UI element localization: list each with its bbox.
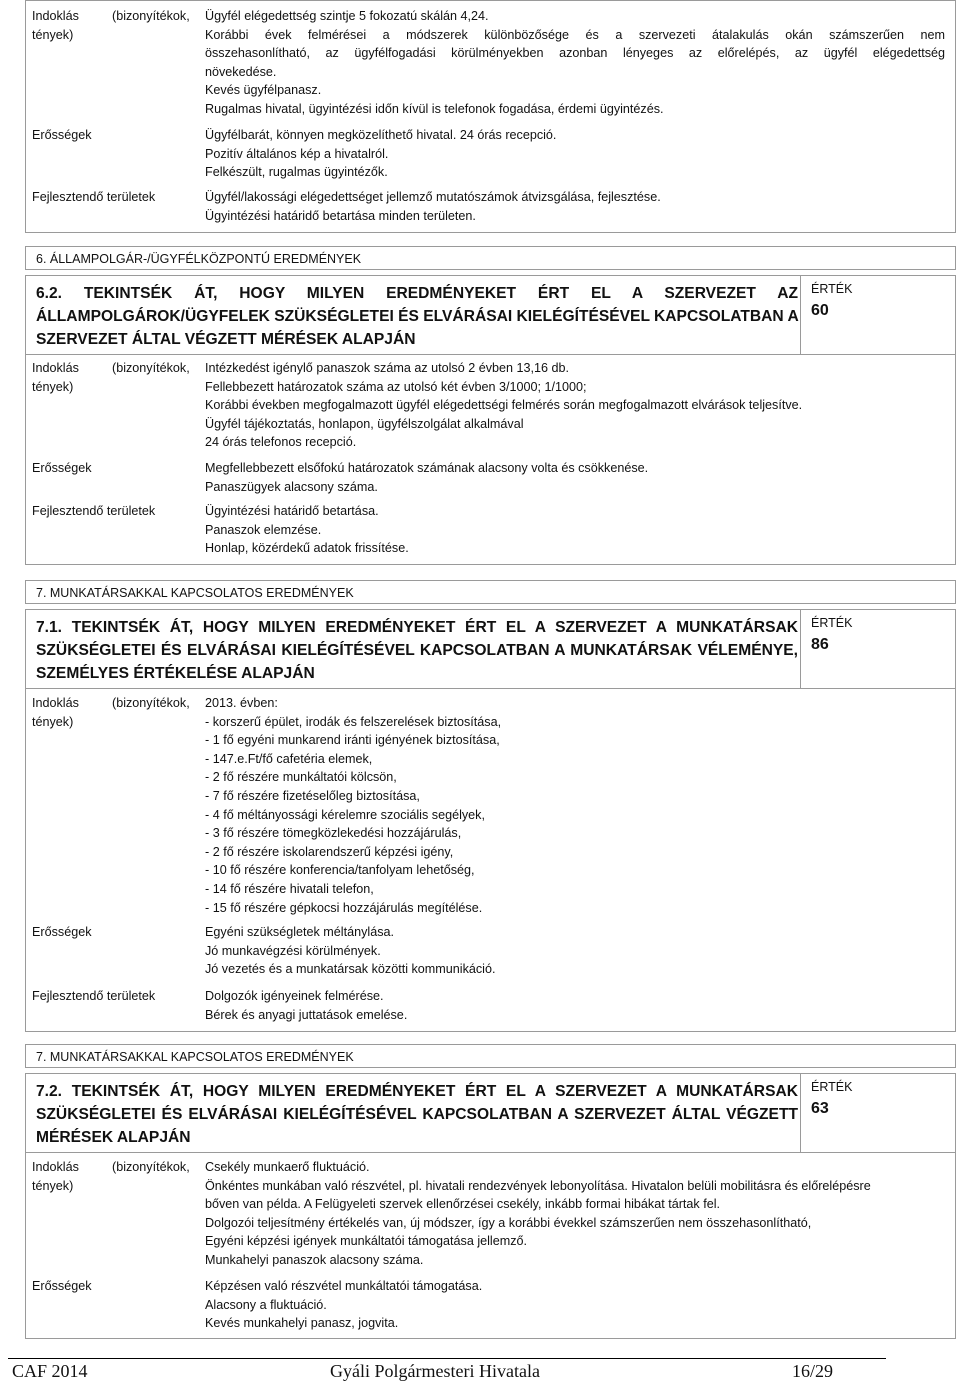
text-line: Felkészült, rugalmas ügyintézők. — [205, 165, 388, 180]
text-line: Ügyfél tájékoztatás, honlapon, ügyfélszolgálat alkalmával — [205, 416, 524, 431]
value-box — [800, 610, 955, 688]
footer-center: Gyáli Polgármesteri Hivatala — [330, 1361, 540, 1381]
erossegek-content — [205, 126, 945, 182]
text-line: Dolgozói teljesítmény értékelés van, új módszer, így a korábbi évekkel számszerűen nem összehasonlítható, — [205, 1215, 812, 1230]
list-item: 2013. évben: — [205, 696, 278, 710]
text-line: Képzésen való részvétel munkáltatói támogatása. — [205, 1279, 483, 1293]
text-line: Korábbi években megfogalmazott ügyfél elégedettségi felmérés során megfogalmazott elvárások teljesítve. — [205, 398, 803, 413]
text-line: Kevés ügyfélpanasz. — [205, 83, 322, 98]
text-line: Egyéni szükségletek méltánylása. — [205, 925, 395, 939]
text-line: összehasonlítható, az ügyfélfogadási körülményekben azonban lényeges az előrelépés, az ügyfél elégedettség — [205, 46, 945, 61]
erossegek-content — [205, 923, 945, 979]
value-box — [800, 276, 955, 354]
indoklas-label: Indoklás (bizonyítékok, tények) — [32, 361, 190, 394]
text-line: Egyéni képzési igények munkáltatói támogatása jellemző. — [205, 1234, 528, 1249]
indoklas-content — [205, 1158, 945, 1270]
erossegek-content — [205, 1277, 945, 1333]
text-line: Ügyintézési határidő betartása minden területen. — [205, 208, 476, 223]
text-line: Panaszok elemzése. — [205, 522, 322, 537]
list-item: - 3 fő részére tömegközlekedési hozzájárulás, — [205, 826, 462, 841]
list-item: - 1 fő egyéni munkarend iránti igényének biztosítása, — [205, 733, 500, 748]
text-line: Pozitív általános kép a hivatalról. — [205, 146, 389, 161]
list-item: - 4 fő méltányossági kérelemre szociális segélyek, — [205, 807, 485, 822]
criterion-title — [36, 1080, 798, 1150]
divider — [26, 688, 955, 689]
divider — [26, 1152, 955, 1153]
text-line: Ügyintézési határidő betartása. — [205, 504, 379, 518]
text-line: Panaszügyek alacsony száma. — [205, 479, 378, 494]
text-line: Ügyfél/lakossági elégedettséget jellemző mutatószámok átvizsgálása, fejlesztése. — [205, 190, 661, 204]
criterion-line: 7.2. TEKINTSÉK ÁT, HOGY MILYEN EREDMÉNYEKET ÉRT EL A SZERVEZET A MUNKATÁRSAK — [36, 1083, 798, 1100]
list-item: - 15 fő részére gépkocsi hozzájárulás megítélése. — [205, 900, 483, 915]
list-item: - 147.e.Ft/fő cafetéria elemek, — [205, 751, 373, 766]
erossegek-label: Erősségek — [32, 925, 92, 939]
page-footer — [0, 1358, 960, 1385]
text-line: Jó vezetés és a munkatársak közötti kommunikáció. — [205, 962, 496, 977]
footer-rule — [8, 1358, 886, 1359]
criterion-line: SZERVEZET ÁLTAL VÉGZETT MÉRÉSEK ALAPJÁN — [36, 331, 416, 349]
criterion-line: SZEMÉLYES ÉRTÉKELÉSE ALAPJÁN — [36, 665, 315, 683]
text-line: Ügyfélbarát, könnyen megközelíthető hivatal. 24 órás recepció. — [205, 128, 557, 142]
section-title-7b: 7. MUNKATÁRSAKKAL KAPCSOLATOS EREDMÉNYEK — [25, 1044, 956, 1068]
list-item: - korszerű épület, irodák és felszerelések biztosítása, — [205, 714, 502, 729]
criterion-7-1 — [25, 609, 956, 1032]
text-line: Kevés munkahelyi panasz, jogvita. — [205, 1316, 399, 1331]
criterion-line: SZÜKSÉGLETEI ÉS ELVÁRÁSAI KIELÉGÍTÉSÉVEL KAPCSOLATBAN A SZERVEZET ÁLTAL VÉGZETT — [36, 1106, 798, 1124]
criterion-line: ÁLLAMPOLGÁROK/ÜGYFELEK SZÜKSÉGLETEI ÉS ELVÁRÁSAI KIELÉGÍTÉSÉVEL KAPCSOLATBAN A — [36, 308, 799, 326]
indoklas-content — [205, 694, 945, 917]
footer-right: 16/29 — [792, 1361, 834, 1381]
value-label: ÉRTÉK — [811, 1080, 853, 1094]
fejlesztendo-content — [205, 188, 945, 225]
criterion-6-2 — [25, 275, 956, 565]
criterion-line: SZÜKSÉGLETEI ÉS ELVÁRÁSAI KIELÉGÍTÉSÉVEL KAPCSOLATBAN A MUNKATÁRSAK VÉLEMÉNYE, — [36, 642, 798, 660]
erossegek-label: Erősségek — [32, 461, 92, 475]
footer-left: CAF 2014 — [12, 1361, 88, 1381]
text-line: 24 órás telefonos recepció. — [205, 435, 357, 450]
text-line: növekedése. — [205, 64, 277, 79]
list-item: - 10 fő részére konferencia/tanfolyam lehetőség, — [205, 863, 475, 878]
fejlesztendo-content — [205, 987, 945, 1024]
fejlesztendo-content — [205, 502, 945, 558]
value-number: 60 — [811, 302, 829, 319]
text-line: Megfellebbezett elsőfokú határozatok számának alacsony volta és csökkenése. — [205, 461, 649, 475]
erossegek-label: Erősségek — [32, 1279, 92, 1293]
indoklas-label: Indoklás (bizonyítékok, tények) — [32, 1160, 190, 1193]
erossegek-content — [205, 459, 945, 496]
criterion-title — [36, 282, 798, 352]
section-title-7: 7. MUNKATÁRSAKKAL KAPCSOLATOS EREDMÉNYEK — [25, 580, 956, 604]
list-item: - 2 fő részére iskolarendszerű képzési igény, — [205, 844, 454, 859]
text-line: Önkéntes munkában való részvétel, pl. hivatali rendezvények lebonyolítása. Hivatalon belüli mobilitásra és előrelépésre — [205, 1178, 871, 1193]
text-line: Csekély munkaerő fluktuáció. — [205, 1160, 370, 1174]
text-line: Intézkedést igénylő panaszok száma az utolsó 2 évben 13,16 db. — [205, 361, 570, 375]
fejlesztendo-label: Fejlesztendő területek — [32, 989, 156, 1003]
indoklas-label: Indoklás (bizonyítékok, tények) — [32, 696, 190, 729]
results-block-continued — [25, 0, 956, 233]
list-item: - 7 fő részére fizetéselőleg biztosítása, — [205, 788, 420, 803]
text-line: Munkahelyi panaszok alacsony száma. — [205, 1252, 424, 1267]
value-label: ÉRTÉK — [811, 282, 853, 296]
list-item: - 14 fő részére hivatali telefon, — [205, 881, 374, 896]
text-line: Ügyfél elégedettség szintje 5 fokozatú skálán 4,24. — [205, 9, 489, 23]
text-line: Honlap, közérdekű adatok frissítése. — [205, 541, 409, 556]
indoklas-content — [205, 359, 945, 452]
text-line: bőven van példa. A Felügyeleti szervek ellenőrzései csekély, inkább formai hibákat tártak fel. — [205, 1197, 720, 1212]
criterion-line: 6.2. TEKINTSÉK ÁT, HOGY MILYEN EREDMÉNYEKET ÉRT EL A SZERVEZET AZ — [36, 285, 798, 302]
text-line: Jó munkavégzési körülmények. — [205, 943, 381, 958]
value-box — [800, 1074, 955, 1152]
criterion-line: MÉRÉSEK ALAPJÁN — [36, 1129, 191, 1147]
value-number: 63 — [811, 1100, 829, 1117]
list-item: - 2 fő részére munkáltatói kölcsön, — [205, 770, 397, 785]
text-line: Fellebbezett határozatok száma az utolsó két évben 3/1000; 1/1000; — [205, 379, 587, 394]
value-number: 86 — [811, 636, 829, 653]
indoklas-label: Indoklás (bizonyítékok, tények) — [32, 9, 190, 42]
erossegek-label: Erősségek — [32, 128, 92, 142]
fejlesztendo-label: Fejlesztendő területek — [32, 504, 156, 518]
criterion-line: 7.1. TEKINTSÉK ÁT, HOGY MILYEN EREDMÉNYEKET ÉRT EL A SZERVEZET A MUNKATÁRSAK — [36, 619, 798, 636]
fejlesztendo-label: Fejlesztendő területek — [32, 190, 156, 204]
section-title-6: 6. ÁLLAMPOLGÁR-/ÜGYFÉLKÖZPONTÚ EREDMÉNYEK — [25, 246, 956, 270]
text-line: Korábbi évek felmérései a módszerek különbözősége és a szervezeti átalakulás okán számszerűen nem — [205, 27, 945, 42]
text-line: Alacsony a fluktuáció. — [205, 1297, 327, 1312]
divider — [26, 354, 955, 355]
value-label: ÉRTÉK — [811, 616, 853, 630]
text-line: Dolgozók igényeinek felmérése. — [205, 989, 384, 1003]
text-line: Rugalmas hivatal, ügyintézési időn kívül is telefonok fogadása, érdemi ügyintézés. — [205, 101, 664, 116]
criterion-7-2 — [25, 1073, 956, 1339]
text-line: Bérek és anyagi juttatások emelése. — [205, 1007, 408, 1022]
indoklas-content — [205, 7, 945, 119]
criterion-title — [36, 616, 798, 686]
